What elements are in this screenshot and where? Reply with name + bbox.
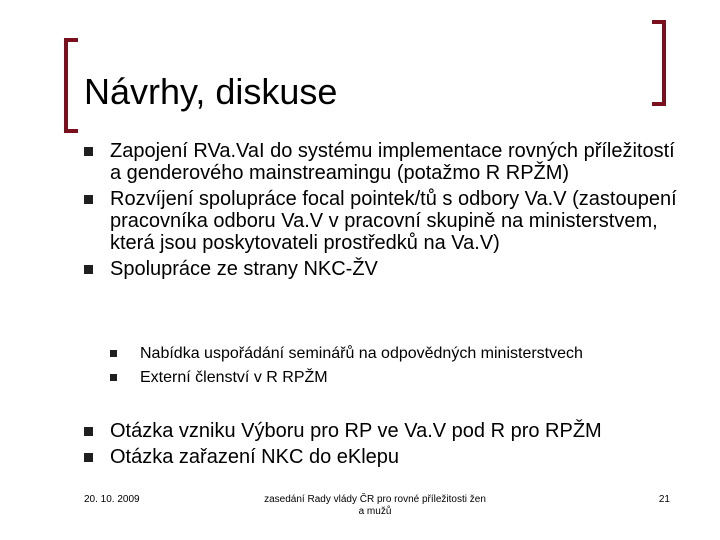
square-bullet-icon — [84, 265, 93, 274]
list-item-text: Rozvíjení spolupráce focal pointek/tů s odbory Va.V (zastoupení pracovníka odboru Va.V v pracovní skupině na ministerstvem, která jsou poskytovateli prostředků na Va.V) — [110, 188, 677, 254]
sub-bullet-list — [110, 345, 670, 387]
slide-title: Návrhy, diskuse — [84, 71, 338, 112]
square-bullet-icon — [110, 374, 117, 381]
right-bracket-decoration — [652, 20, 666, 106]
sub-list-item — [110, 345, 670, 363]
list-item — [84, 188, 684, 254]
left-bracket-decoration — [64, 38, 78, 133]
bullet-list-bottom — [84, 420, 684, 468]
list-item — [84, 420, 684, 442]
list-item-text: Spolupráce ze strany NKC-ŽV — [110, 258, 378, 280]
page-number: 21 — [658, 494, 670, 505]
sub-list-item-text: Nabídka uspořádání seminářů na odpovědných ministerstvech — [140, 345, 583, 362]
footer-date: 20. 10. 2009 — [84, 494, 140, 505]
sub-list-item — [110, 369, 670, 387]
square-bullet-icon — [84, 427, 93, 436]
bullet-list-top — [84, 140, 684, 280]
square-bullet-icon — [84, 195, 93, 204]
sub-list-item-text: Externí členství v R RPŽM — [140, 369, 328, 386]
list-item — [84, 446, 684, 468]
list-item-text: Otázka zařazení NKC do eKlepu — [110, 446, 400, 468]
list-item-text: Otázka vzniku Výboru pro RP ve Va.V pod R pro RPŽM — [110, 420, 602, 442]
square-bullet-icon — [84, 453, 93, 462]
list-item — [84, 258, 684, 280]
footer-caption: zasedání Rady vlády ČR pro rovné příležitosti žen a mužů — [264, 494, 486, 517]
list-item — [84, 140, 684, 184]
list-item-text: Zapojení RVa.VaI do systému implementace rovných příležitostí a genderového mainstreamingu (potažmo R RPŽM) — [110, 140, 675, 184]
square-bullet-icon — [84, 147, 93, 156]
square-bullet-icon — [110, 350, 117, 357]
